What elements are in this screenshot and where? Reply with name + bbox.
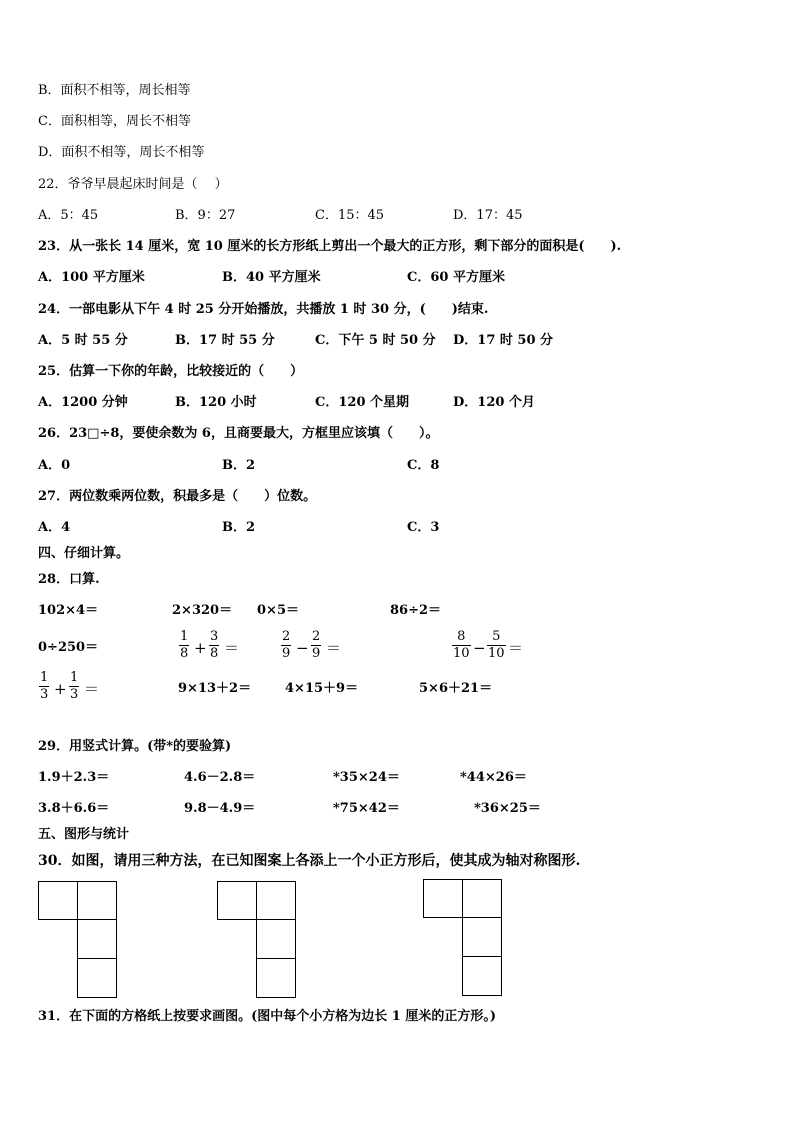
q23-stem: 23．从一张长 14 厘米，宽 10 厘米的长方形纸上剪出一个最大的正方形，剩下部分的面积是( ). <box>38 239 622 254</box>
q29-item: *44×26＝ <box>460 770 527 785</box>
q27-option-a: A．4 <box>38 520 71 535</box>
q24-option-a: A．5 时 55 分 <box>38 333 128 348</box>
fraction-numerator: 1 <box>180 629 189 644</box>
minus-operator: − <box>296 639 309 657</box>
fraction-denominator: 8 <box>180 646 189 661</box>
fraction-numerator: 2 <box>312 629 321 644</box>
q24-option-c: C．下午 5 时 50 分 <box>315 333 436 348</box>
fraction <box>69 671 79 702</box>
q26-option-b: B．2 <box>222 458 256 473</box>
q29-stem: 29．用竖式计算。(带*的要验算) <box>38 739 232 754</box>
q28-item: 86÷2＝ <box>390 603 442 618</box>
q22-option-d: D．17：45 <box>453 208 523 223</box>
q26-stem: 26．23□÷8，要使余数为 6，且商要最大，方框里应该填（ ）。 <box>38 426 439 441</box>
fraction-denominator: 10 <box>453 646 470 661</box>
equals-sign: ＝ <box>326 639 342 657</box>
q28-item: 4×15＋9＝ <box>285 681 359 696</box>
q26-option-c: C．8 <box>407 458 440 473</box>
fraction-denominator: 3 <box>40 687 49 702</box>
equals-sign: ＝ <box>84 680 100 698</box>
fraction-numerator: 1 <box>40 670 49 685</box>
square-grid-figure <box>217 881 297 999</box>
fraction-numerator: 1 <box>70 670 79 685</box>
fraction <box>311 630 321 661</box>
q23-option-c: C．60 平方厘米 <box>407 270 505 285</box>
fraction-denominator: 10 <box>488 646 505 661</box>
q29-item: *36×25＝ <box>474 801 541 816</box>
minus-operator: − <box>473 639 486 657</box>
q25-option-c: C．120 个星期 <box>315 395 410 410</box>
equals-sign: ＝ <box>508 639 524 657</box>
q29-item: 1.9＋2.3＝ <box>38 770 110 785</box>
q27-option-b: B．2 <box>222 520 256 535</box>
q28-item: 0÷250＝ <box>38 640 99 655</box>
q22-option-b: B．9：27 <box>175 208 236 223</box>
q28-item: 9×13＋2＝ <box>178 681 252 696</box>
q24-option-b: B．17 时 55 分 <box>175 333 275 348</box>
fraction <box>487 630 506 661</box>
fraction-numerator: 8 <box>457 629 466 644</box>
q21-option-d: D．面积不相等，周长不相等 <box>38 145 205 160</box>
q26-option-a: A．0 <box>38 458 71 473</box>
q21-option-c: C．面积相等，周长不相等 <box>38 114 191 129</box>
fraction-denominator: 9 <box>312 646 321 661</box>
fraction <box>281 630 291 661</box>
q28-item: 0×5＝ <box>257 603 299 618</box>
q28-item: 102×4＝ <box>38 603 99 618</box>
q28-stem: 28．口算. <box>38 572 100 587</box>
fraction-numerator: 2 <box>282 629 291 644</box>
shape-figure-3 <box>423 879 503 997</box>
fraction-numerator: 3 <box>210 629 219 644</box>
shape-figure-2 <box>217 881 297 999</box>
plus-operator: + <box>54 680 67 698</box>
square-grid-figure <box>423 879 503 997</box>
q28-item: 2×320＝ <box>172 603 233 618</box>
shape-figure-1 <box>38 881 118 999</box>
q22-option-a: A．5：45 <box>38 208 99 223</box>
fraction <box>179 630 189 661</box>
fraction-denominator: 9 <box>282 646 291 661</box>
plus-operator: + <box>194 639 207 657</box>
fraction-numerator: 5 <box>492 629 501 644</box>
q22-stem: 22．爷爷早晨起床时间是（ ） <box>38 177 228 192</box>
fraction <box>209 630 219 661</box>
equals-sign: ＝ <box>224 639 240 657</box>
q23-option-b: B．40 平方厘米 <box>222 270 321 285</box>
q30-stem: 30．如图，请用三种方法，在已知图案上各添上一个小正方形后，使其成为轴对称图形. <box>38 853 581 869</box>
q21-option-b: B．面积不相等，周长相等 <box>38 83 191 98</box>
fraction-denominator: 3 <box>70 687 79 702</box>
square-grid-figure <box>38 881 118 999</box>
q22-option-c: C．15：45 <box>315 208 385 223</box>
q29-item: *75×42＝ <box>333 801 400 816</box>
q31-stem: 31．在下面的方格纸上按要求画图。(图中每个小方格为边长 1 厘米的正方形。) <box>38 1009 496 1024</box>
q23-option-a: A．100 平方厘米 <box>38 270 145 285</box>
q29-item: 9.8－4.9＝ <box>184 801 256 816</box>
q25-option-a: A．1200 分钟 <box>38 395 128 410</box>
q24-option-d: D．17 时 50 分 <box>453 333 554 348</box>
q27-option-c: C．3 <box>407 520 440 535</box>
q25-stem: 25．估算一下你的年龄，比较接近的（ ） <box>38 364 304 379</box>
q25-option-d: D．120 个月 <box>453 395 535 410</box>
section-4-heading: 四、仔细计算。 <box>38 546 130 561</box>
q29-item: *35×24＝ <box>333 770 400 785</box>
fraction <box>39 671 49 702</box>
fraction <box>452 630 471 661</box>
fraction-denominator: 8 <box>210 646 219 661</box>
q29-item: 3.8＋6.6＝ <box>38 801 110 816</box>
q27-stem: 27．两位数乘两位数，积最多是（ ）位数。 <box>38 489 317 504</box>
q28-item: 5×6＋21＝ <box>419 681 493 696</box>
q25-option-b: B．120 小时 <box>175 395 257 410</box>
section-5-heading: 五、图形与统计 <box>38 827 130 842</box>
q24-stem: 24．一部电影从下午 4 时 25 分开始播放，共播放 1 时 30 分，( )结束. <box>38 302 489 317</box>
q29-item: 4.6－2.8＝ <box>184 770 256 785</box>
